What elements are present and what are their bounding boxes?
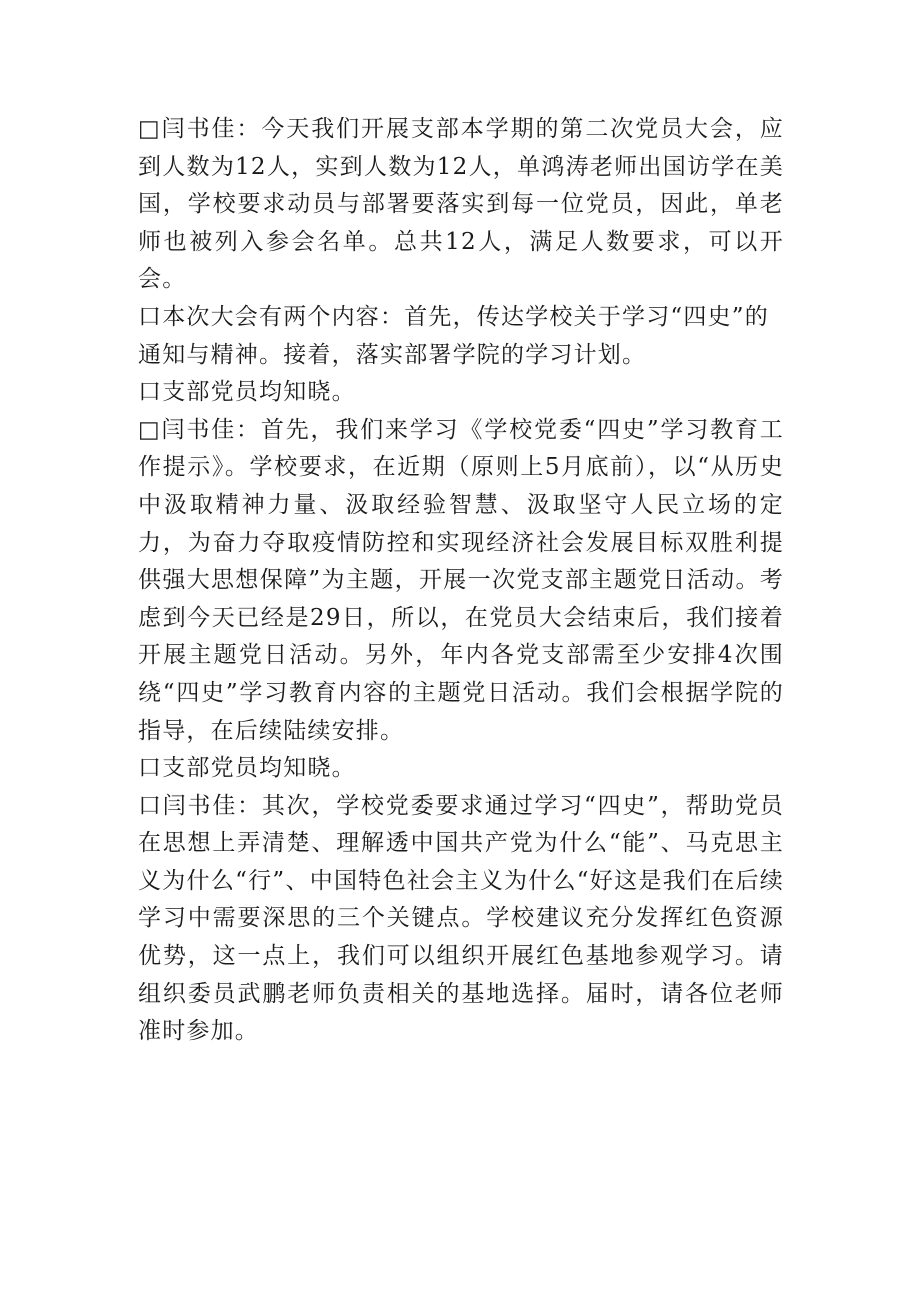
paragraph-key-points: 口闫书佳：其次，学校党委要求通过学习“四史”，帮助党员在思想上弄清楚、理解透中国共产党为什么“能”、马克思主义为什么“行”、中国特色社会主义为什么“好这是我们在后续学习中需要深思的三个关键点。学校建议充分发挥红色资源优势，这一点上，我们可以组织开展红色基地参观学习。请组织委员武鹏老师负责相关的基地选择。届时，请各位老师准时参加。	[138, 792, 784, 1045]
paragraph-attendance: □闫书佳：今天我们开展支部本学期的第二次党员大会，应到人数为12人，实到人数为12人，单鸿涛老师出国访学在美国，学校要求动员与部署要落实到每一位党员，因此，单老师也被列入参会名单。总共12人，满足人数要求，可以开会。	[138, 116, 784, 293]
paragraph-acknowledged-2: 口支部党员均知晓。	[138, 755, 356, 782]
paragraph-agenda-line1: 口本次大会有两个内容：首先，传达学校关于学习“四史”的	[138, 303, 769, 330]
paragraph-agenda-line2: 通知与精神。接着，落实部署学院的学习计划。	[138, 341, 647, 368]
paragraph-study-notice: □闫书佳：首先，我们来学习《学校党委“四史”学习教育工作提示》。学校要求，在近期（原则上5月底前），以“从历史中汲取精神力量、汲取经验智慧、汲取坚守人民立场的定力，为奋力夺取疫情防控和实现经济社会发展目标双胜利提供强大思想保障”为主题，开展一次党支部主题党日活动。考虑到今天已经是29日，所以，在党员大会结束后，我们接着开展主题党日活动。另外，年内各党支部需至少安排4次围绕“四史”学习教育内容的主题党日活动。我们会根据学院的指导，在后续陆续安排。	[138, 416, 784, 744]
paragraph-acknowledged-1: 口支部党员均知晓。	[138, 379, 356, 406]
document-body	[138, 111, 784, 1051]
